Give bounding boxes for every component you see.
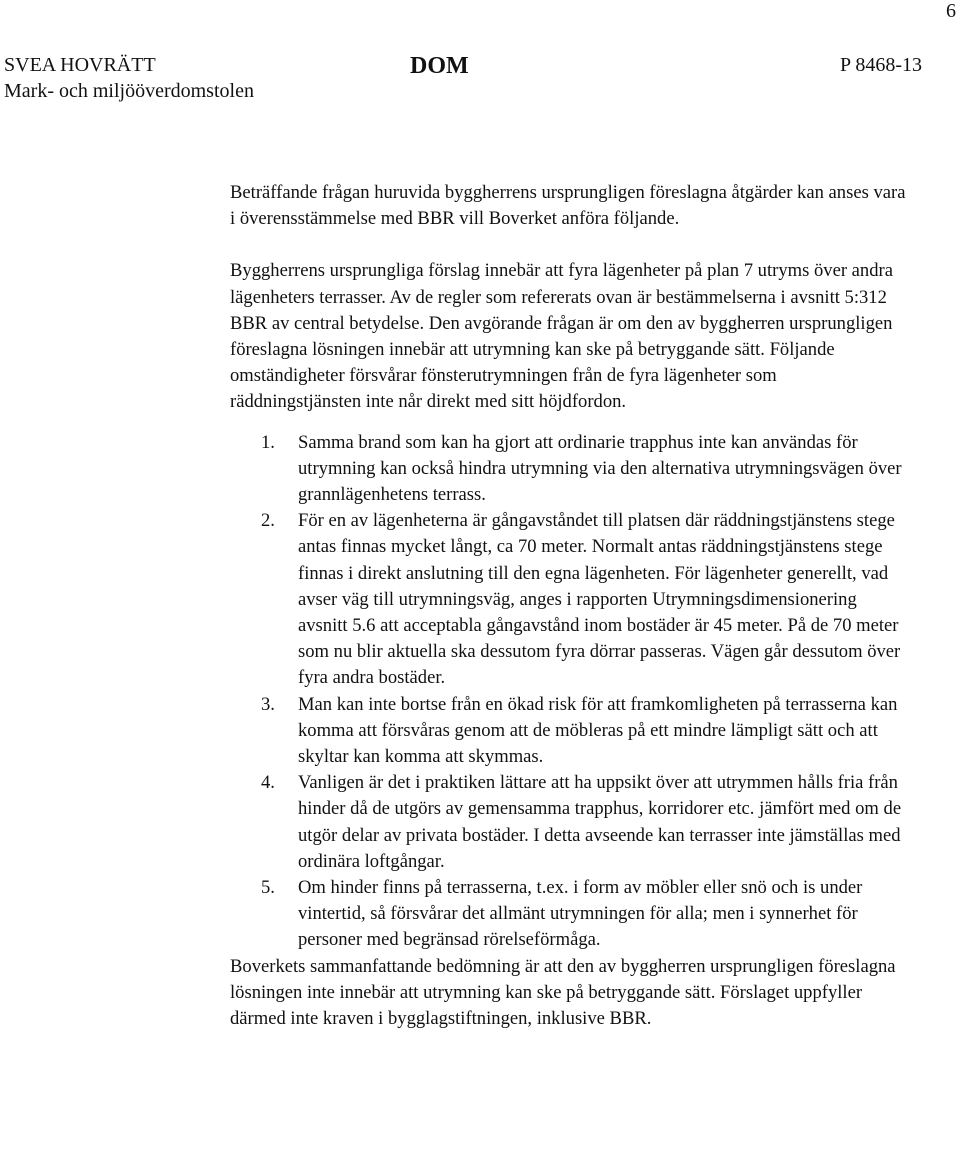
list-item-text: Samma brand som kan ha gjort att ordinarie trapphus inte kan användas för utrymning kan också hindra utrymning via den alternativa utrymningsvägen över grannlägenhetens terrass. (298, 431, 902, 506)
document-type: DOM (410, 53, 469, 79)
court-division: Mark- och miljööverdomstolen (4, 80, 254, 102)
list-item (230, 508, 910, 691)
page-number: 6 (946, 0, 956, 22)
case-number: P 8468-13 (839, 54, 922, 76)
list-item-number: 3. (261, 693, 275, 715)
document-body (230, 180, 910, 1032)
list-item-text: För en av lägenheterna är gångavståndet till platsen där räddningstjänstens stege antas finnas mycket långt, ca 70 meter. Normalt antas räddningstjänstens stege finnas i direkt anslutning till den egna lägenheten. För lägenheter generellt, vad avser väg till utrymningsväg, anges i rapporten Utrymningsdimensionering avsnitt 5.6 att acceptabla gångavstånd inom bostäder är 45 meter. På de 70 meter som nu blir aktuella ska dessutom fyra dörrar passeras. Vägen går dessutom över fyra andra bostäder. (298, 510, 901, 689)
list-item-number: 2. (261, 510, 275, 532)
list-item (230, 430, 910, 509)
list-item-text: Vanligen är det i praktiken lättare att ha uppsikt över att utrymmen hålls fria från hinder då de utgörs av gemensamma trapphus, korridorer etc. jämfört med om de utgör delar av privata bostäder. I detta avseende kan terrasser inte jämställas med ordinära loftgångar. (298, 772, 902, 872)
list-item (230, 875, 910, 954)
list-item-text: Om hinder finns på terrasserna, t.ex. i form av möbler eller snö och is under vintertid, så försvårar det allmänt utrymningen för alla; men i synnerhet för personer med begränsad rörelseförmåga. (298, 877, 863, 951)
document-header (4, 52, 944, 112)
list-item-text: Man kan inte bortse från en ökad risk för att framkomligheten på terrasserna kan komma att försvåras genom att de möbleras på ett mindre lämpligt sätt och att skyltar kan komma att skymmas. (298, 693, 898, 768)
list-item-number: 4. (261, 772, 275, 794)
list-item-number: 5. (261, 877, 275, 899)
list-item (230, 770, 910, 875)
circumstances-list (230, 430, 910, 954)
intro-paragraph: Beträffande frågan huruvida byggherrens ursprungligen föreslagna åtgärder kan anses vara i överensstämmelse med BBR vill Boverket anföra följande. (230, 182, 906, 230)
court-name: SVEA HOVRÄTT (4, 54, 156, 76)
list-item-number: 1. (261, 431, 275, 453)
conclusion-paragraph: Boverkets sammanfattande bedömning är att den av byggherren ursprungligen föreslagna lösningen inte innebär att utrymning kan ske på betryggande sätt. Förslaget uppfyller därmed inte kraven i bygglagstiftningen, inklusive BBR. (230, 955, 896, 1030)
analysis-paragraph: Byggherrens ursprungliga förslag innebär att fyra lägenheter på plan 7 utryms över andra lägenheters terrasser. Av de regler som refererats ovan är bestämmelserna i avsnitt 5:312 BBR av central betydelse. Den avgörande frågan är om den av byggherren ursprungligen föreslagna lösningen innebär att utrymning kan ske på betryggande sätt. Följande omständigheter försvårar fönsterutrymningen från de fyra lägenheter som räddningstjänsten inte når direkt med sitt höjdfordon. (230, 260, 893, 413)
list-item (230, 692, 910, 771)
